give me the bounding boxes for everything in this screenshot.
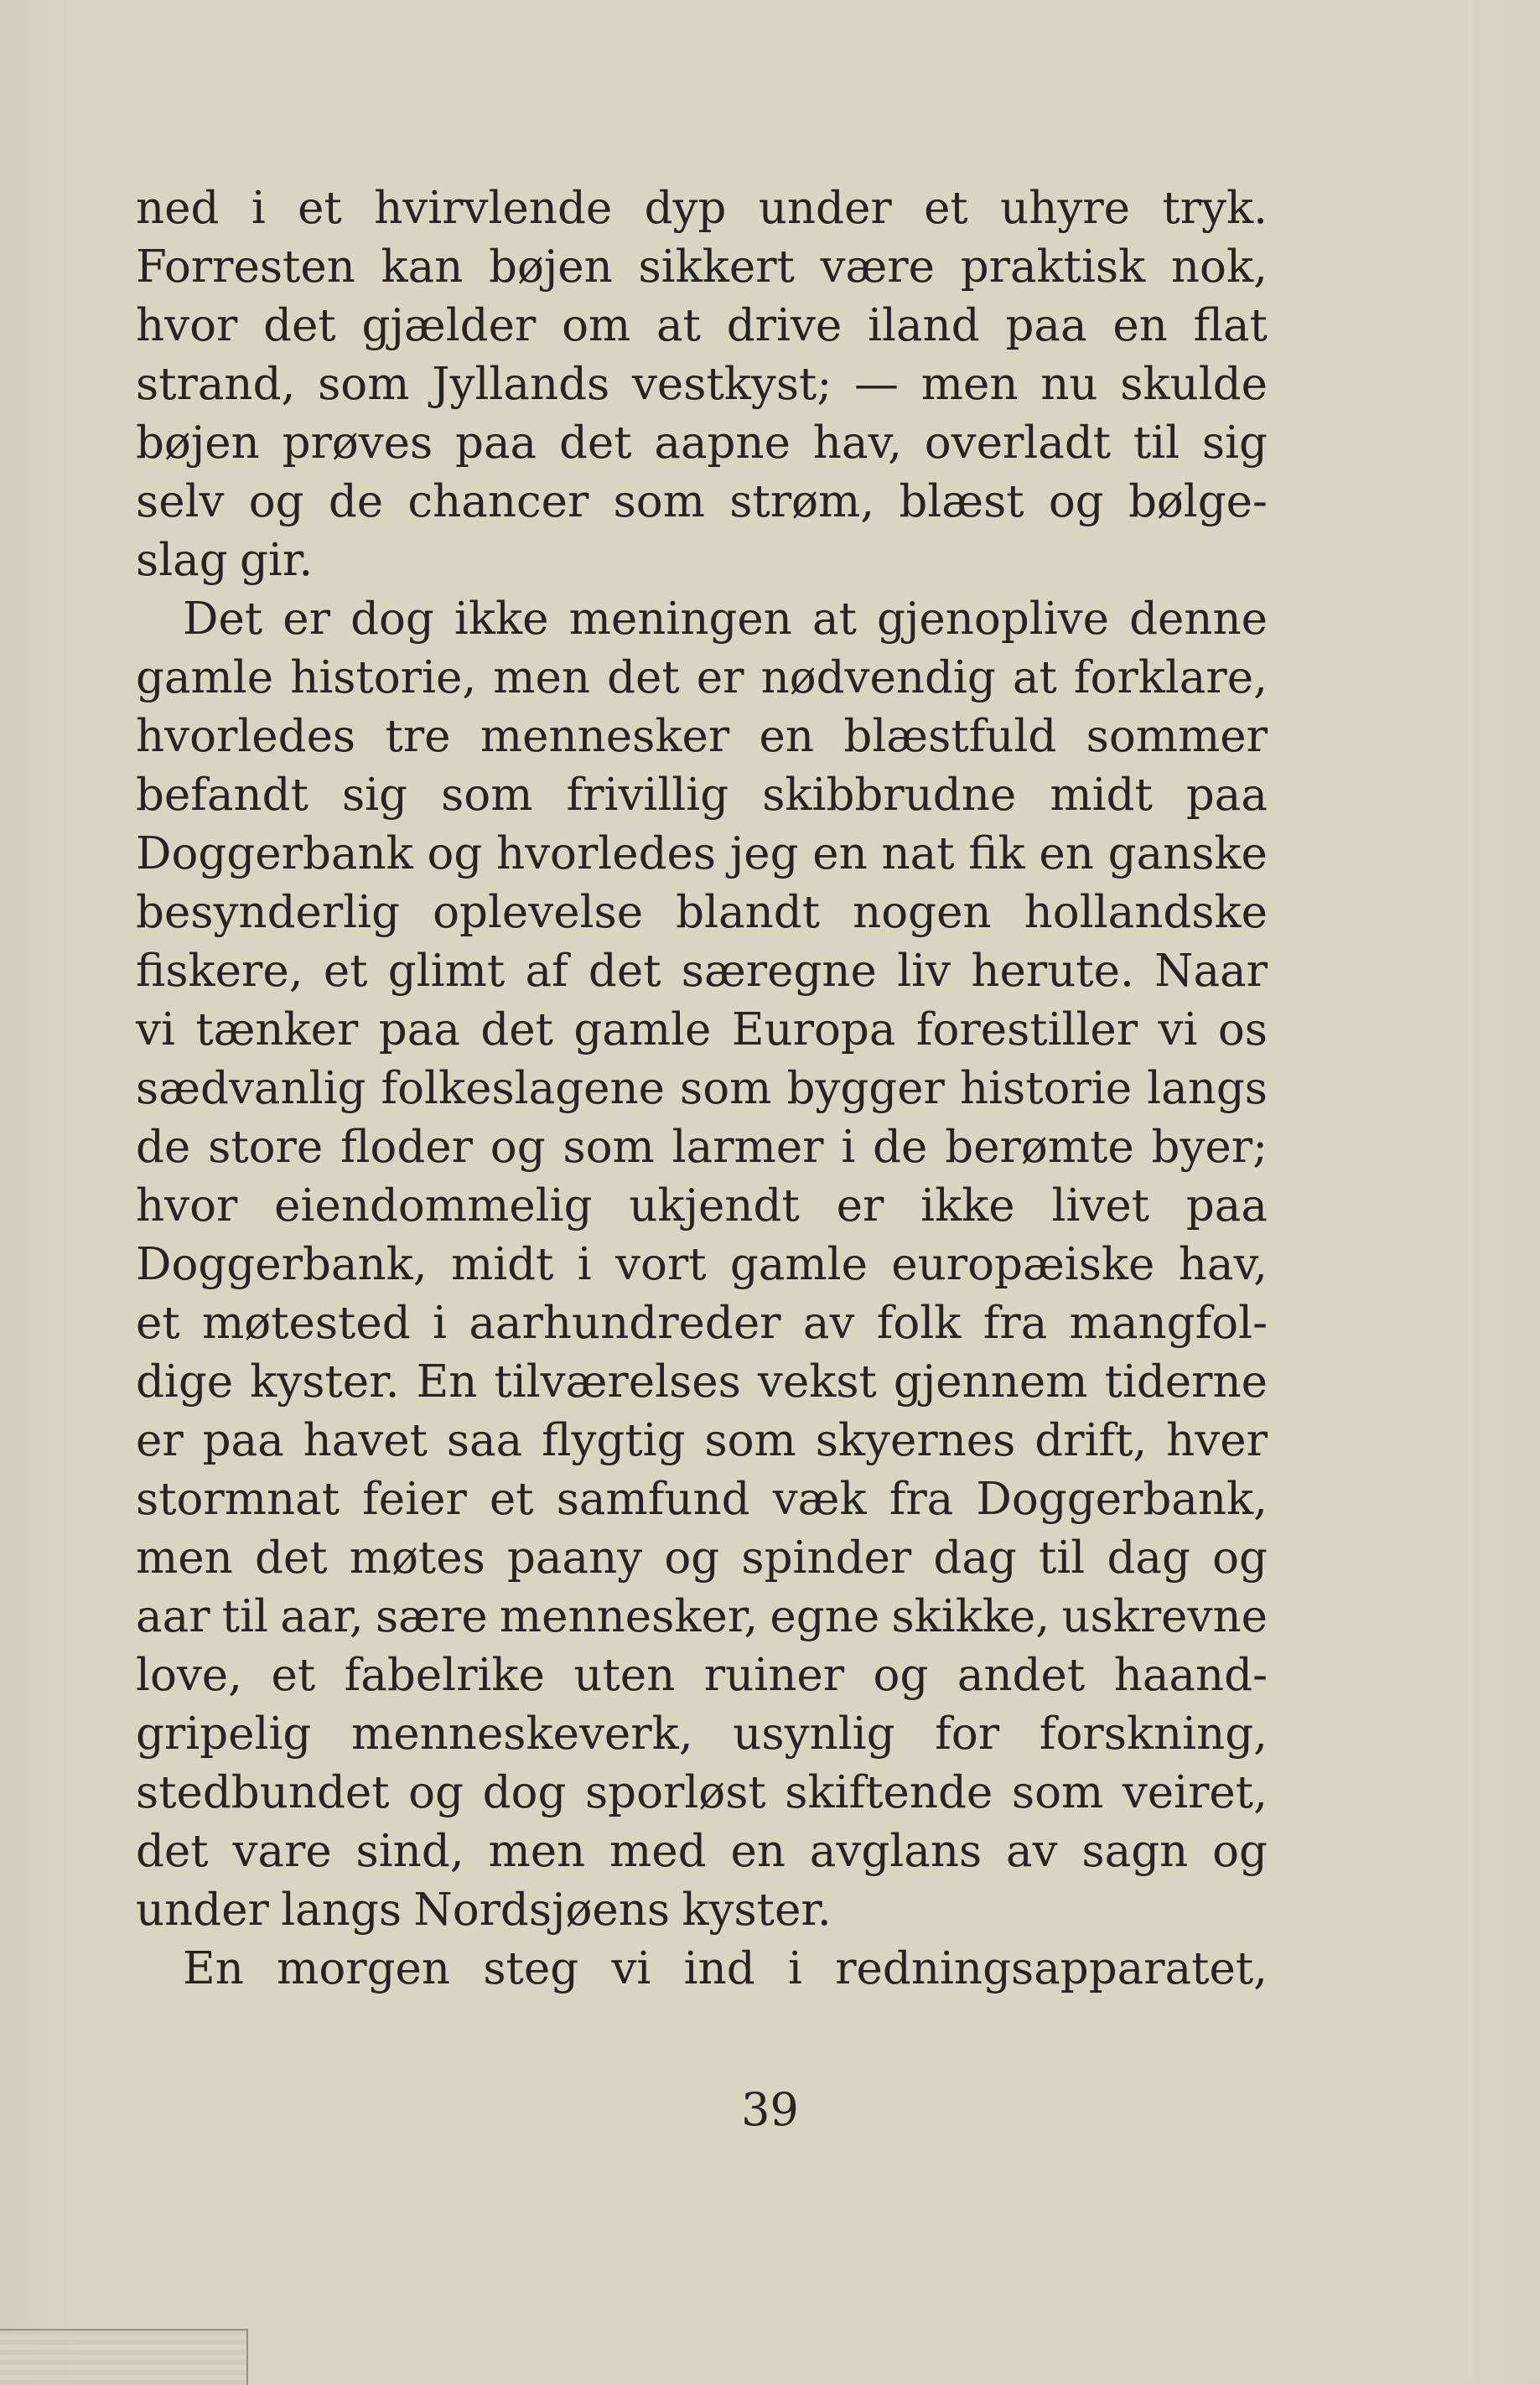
word: ikke (920, 1180, 1015, 1231)
text-line (136, 590, 1268, 649)
word: havet (303, 1415, 428, 1466)
word: og (248, 476, 304, 527)
word: under (136, 1885, 269, 1936)
word: langs (281, 1885, 402, 1936)
word: gjælder (361, 300, 537, 351)
word: i (787, 1943, 802, 1994)
word: i (577, 1239, 592, 1290)
word: et (271, 1650, 316, 1701)
word: stormnat (136, 1474, 340, 1525)
text-line (136, 1822, 1268, 1881)
word: hvirvlende (374, 183, 613, 234)
word: det (480, 1004, 553, 1055)
word: et (489, 1474, 534, 1525)
word: og (873, 1650, 929, 1701)
word: livet (1051, 1180, 1150, 1231)
word: det (588, 946, 661, 997)
word: egne (770, 1591, 880, 1642)
word: Det (183, 594, 263, 645)
word: at (1012, 652, 1057, 703)
word: vort (615, 1239, 707, 1290)
word: sporløst (584, 1767, 766, 1818)
word: Europa (731, 1004, 896, 1055)
word: dige (136, 1356, 234, 1408)
word: er (136, 1415, 184, 1466)
word: drift, (1034, 1415, 1148, 1466)
word: spinder (741, 1532, 912, 1584)
word: redningsapparatet, (835, 1943, 1268, 1994)
word: stedbundet (136, 1767, 390, 1818)
word: besynderlig (136, 887, 401, 938)
word: det (558, 417, 632, 469)
word: feier (362, 1474, 467, 1525)
word: tryk. (1162, 183, 1268, 234)
text-line (136, 355, 1268, 414)
word: dag (1107, 1532, 1190, 1584)
word: Naar (1154, 946, 1268, 997)
word: selv (136, 476, 225, 527)
word: vare (232, 1826, 332, 1877)
text-line (136, 531, 1268, 590)
text-line (136, 1705, 1268, 1764)
word: denne (1129, 594, 1268, 645)
word: sind, (355, 1826, 464, 1877)
word: gjennem (893, 1356, 1088, 1408)
word: chancer (407, 476, 589, 527)
text-line (136, 179, 1268, 238)
word: sikkert (638, 241, 795, 293)
text-line (136, 1353, 1268, 1412)
word: flygtig (542, 1415, 686, 1466)
word: møtested (202, 1298, 411, 1349)
word: i (251, 183, 266, 234)
word: gamle (573, 1004, 712, 1055)
word: hvorledes (136, 711, 356, 762)
word: store (208, 1122, 324, 1173)
word: steg (483, 1943, 579, 1994)
word: gamle (136, 652, 274, 703)
word: er (283, 594, 330, 645)
word: nok, (1170, 241, 1268, 293)
word: skibbrudne (762, 770, 1017, 821)
word: er (836, 1180, 884, 1231)
word: paa (378, 1004, 460, 1055)
word: vi (611, 1943, 651, 1994)
word: et (136, 1298, 180, 1349)
word: paa (455, 417, 537, 469)
word: dyp (644, 183, 727, 234)
word: fik (968, 828, 1025, 879)
word: til (221, 1591, 268, 1642)
word: gripelig (136, 1708, 312, 1760)
word: bølge- (1128, 476, 1268, 527)
word: sommer (1086, 711, 1268, 762)
word: bøjen (489, 241, 613, 293)
text-line (136, 649, 1268, 708)
word: hav, (812, 417, 902, 469)
word: ukjendt (629, 1180, 800, 1231)
word: skiftende (785, 1767, 993, 1818)
word: andet (957, 1650, 1086, 1701)
word: berømte (945, 1122, 1134, 1173)
word: herute. (971, 946, 1134, 997)
word: hvorledes (495, 828, 717, 879)
word: vi (1158, 1004, 1198, 1055)
text-line (136, 1646, 1268, 1705)
word: en (759, 711, 815, 762)
word: haand- (1113, 1650, 1268, 1701)
word: som (613, 476, 705, 527)
word: væk (772, 1474, 867, 1525)
word: for (935, 1708, 1000, 1760)
word: om (562, 300, 631, 351)
word: overladt (924, 417, 1112, 469)
word: hollandske (1024, 887, 1268, 938)
word: som (318, 359, 410, 410)
word: Forresten (136, 241, 355, 293)
word: eiendommelig (274, 1180, 593, 1231)
word: af (525, 946, 568, 997)
word: jeg (729, 828, 799, 879)
word: kyster. (250, 1356, 400, 1408)
word: paany (506, 1532, 643, 1584)
word: drive (726, 300, 843, 351)
word: av (1006, 1826, 1058, 1877)
word: En (183, 1943, 244, 1994)
text-line (136, 238, 1268, 297)
word: Doggerbank (136, 828, 413, 879)
text-line (136, 884, 1268, 942)
text-line (136, 1001, 1268, 1060)
text-line (136, 1940, 1268, 1999)
word: forestiller (915, 1004, 1138, 1055)
word: et (298, 183, 342, 234)
word: som (563, 1122, 655, 1173)
word: Jyllands (432, 359, 610, 410)
word: som (1011, 1767, 1104, 1818)
word: uskrevne (1061, 1591, 1268, 1642)
word: folkeslagene (381, 1063, 665, 1114)
word: sære (375, 1591, 488, 1642)
text-line (136, 1764, 1268, 1822)
word: nu (1040, 359, 1098, 410)
word: paa (1185, 770, 1268, 821)
word: en (730, 1826, 786, 1877)
word: avglans (809, 1826, 983, 1877)
word: floder (340, 1122, 473, 1173)
word: — (853, 359, 899, 410)
word: frivillig (566, 770, 729, 821)
word: love, (136, 1650, 243, 1701)
word: i (433, 1298, 447, 1349)
word: gjenoplive (877, 594, 1109, 645)
word: ind (683, 1943, 755, 1994)
word: paa (1185, 1180, 1268, 1231)
text-line (136, 1118, 1268, 1177)
text-line (136, 1588, 1268, 1646)
word: fabelrike (344, 1650, 545, 1701)
word: aapne (654, 417, 791, 469)
word: tre (385, 711, 451, 762)
word: historie (959, 1063, 1133, 1114)
word: fiskere, (136, 946, 303, 997)
word: nødvendig (760, 652, 996, 703)
word: særegne (681, 946, 877, 997)
word: iland (868, 300, 980, 351)
word: praktisk (960, 241, 1146, 293)
word: uhyre (1000, 183, 1131, 234)
word: strand, (136, 359, 296, 410)
word: fra (889, 1474, 954, 1525)
word: og (1212, 1532, 1268, 1584)
word: europæiske (891, 1239, 1155, 1290)
word: oplevelse (433, 887, 644, 938)
word: vestkyst; (631, 359, 832, 410)
word: glimt (387, 946, 506, 997)
word: blæstfuld (843, 711, 1057, 762)
word: sig (1201, 417, 1268, 469)
word: skikke, (891, 1591, 1050, 1642)
word: historie, (290, 652, 477, 703)
word: og (1048, 476, 1104, 527)
word: aar (136, 1591, 210, 1642)
word: tilværelses (494, 1356, 741, 1408)
word: skulde (1120, 359, 1268, 410)
word: er (696, 652, 744, 703)
word: men (493, 652, 591, 703)
text-line (136, 1412, 1268, 1470)
word: sig (341, 770, 408, 821)
word: kan (381, 241, 464, 293)
word: befandt (136, 770, 309, 821)
word: samfund (556, 1474, 750, 1525)
text-line (136, 708, 1268, 766)
word: det (254, 1532, 328, 1584)
word: men (136, 1532, 233, 1584)
word: til (1133, 417, 1180, 469)
word: det (607, 652, 680, 703)
word: men (488, 1826, 586, 1877)
word: det (136, 1826, 209, 1877)
text-line (136, 297, 1268, 355)
word: ikke (454, 594, 549, 645)
page-edge-mark (0, 2329, 248, 2385)
word: menneskeverk, (351, 1708, 693, 1760)
word: gir. (239, 535, 314, 586)
word: hvor (136, 1180, 238, 1231)
word: byer; (1151, 1122, 1268, 1173)
word: møtes (349, 1532, 485, 1584)
word: de (136, 1122, 191, 1173)
word: hav, (1178, 1239, 1268, 1290)
word: forskning, (1039, 1708, 1268, 1760)
word: tænker (195, 1004, 359, 1055)
word: under (758, 183, 892, 234)
word: en (1039, 828, 1094, 879)
word: som (441, 770, 533, 821)
word: folk (876, 1298, 962, 1349)
word: ruiner (703, 1650, 845, 1701)
word: os (1217, 1004, 1268, 1055)
word: et (924, 183, 968, 234)
word: men (920, 359, 1019, 410)
word: paa (202, 1415, 284, 1466)
word: kyster. (682, 1885, 832, 1936)
word: og (1212, 1826, 1268, 1877)
word: aar, (280, 1591, 364, 1642)
word: vi (136, 1004, 175, 1055)
text-line (136, 1470, 1268, 1529)
word: en (812, 828, 868, 879)
word: dog (350, 594, 434, 645)
word: Nordsjøens (413, 1885, 671, 1936)
word: blandt (676, 887, 821, 938)
word: og (427, 828, 483, 879)
text-line (136, 1177, 1268, 1236)
word: blæst (899, 476, 1024, 527)
text-line (136, 414, 1268, 473)
word: nat (881, 828, 955, 879)
word: med (609, 1826, 707, 1877)
word: og (490, 1122, 546, 1173)
word: som (704, 1415, 796, 1466)
word: at (656, 300, 701, 351)
word: uten (573, 1650, 676, 1701)
body-text (136, 179, 1268, 1999)
word: meningen (568, 594, 792, 645)
word: larmer (671, 1122, 824, 1173)
text-line (136, 473, 1268, 531)
word: og (664, 1532, 720, 1584)
word: mangfol- (1069, 1298, 1268, 1349)
word: og (408, 1767, 464, 1818)
word: vekst (757, 1356, 877, 1408)
word: midt (1050, 770, 1153, 821)
word: flat (1193, 300, 1268, 351)
word: fra (983, 1298, 1048, 1349)
word: nogen (853, 887, 992, 938)
word: som (680, 1063, 772, 1114)
word: det (263, 300, 336, 351)
text-line (136, 942, 1268, 1001)
text-line (136, 825, 1268, 884)
word: liv (897, 946, 951, 997)
word: dag (933, 1532, 1017, 1584)
word: prøves (282, 417, 433, 469)
word: ganske (1107, 828, 1268, 879)
word: være (820, 241, 936, 293)
word: ned (136, 183, 220, 234)
word: Doggerbank, (976, 1474, 1268, 1525)
text-line (136, 1881, 1268, 1940)
word: til (1039, 1532, 1086, 1584)
text-line (136, 766, 1268, 825)
word: aarhundreder (469, 1298, 781, 1349)
word: slag (136, 535, 228, 586)
word: midt (450, 1239, 554, 1290)
word: bygger (786, 1063, 945, 1114)
word: bøjen (136, 417, 260, 469)
word: langs (1147, 1063, 1268, 1114)
word: mennesker (480, 711, 730, 762)
word: de (873, 1122, 928, 1173)
word: mennesker, (499, 1591, 759, 1642)
word: et (323, 946, 368, 997)
word: at (812, 594, 857, 645)
word: de (328, 476, 384, 527)
word: sædvanlig (136, 1063, 366, 1114)
page-number: 39 (741, 2083, 799, 2136)
word: tiderne (1104, 1356, 1268, 1408)
word: i (841, 1122, 856, 1173)
word: dog (482, 1767, 567, 1818)
word: gamle (729, 1239, 868, 1290)
word: morgen (277, 1943, 451, 1994)
word: skyernes (815, 1415, 1016, 1466)
word: av (802, 1298, 855, 1349)
word: hver (1166, 1415, 1268, 1466)
word: usynlig (733, 1708, 895, 1760)
text-line (136, 1060, 1268, 1118)
text-line (136, 1529, 1268, 1588)
text-line (136, 1236, 1268, 1294)
word: hvor (136, 300, 238, 351)
word: Doggerbank, (136, 1239, 428, 1290)
text-line (136, 1294, 1268, 1353)
word: paa (1005, 300, 1087, 351)
word: En (416, 1356, 478, 1408)
word: forklare, (1073, 652, 1268, 703)
word: strøm, (729, 476, 875, 527)
word: sagn (1081, 1826, 1189, 1877)
word: saa (446, 1415, 523, 1466)
word: en (1112, 300, 1168, 351)
word: veiret, (1122, 1767, 1268, 1818)
